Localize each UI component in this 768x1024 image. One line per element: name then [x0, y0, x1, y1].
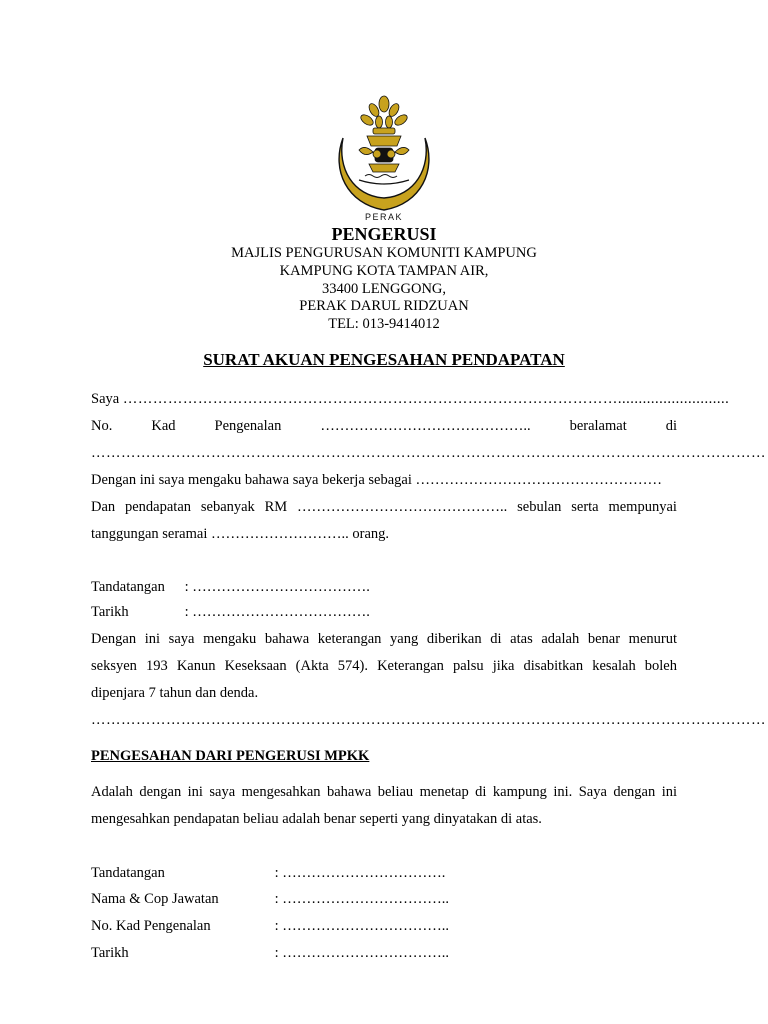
statement-line-3: dipenjara 7 tahun dan denda.: [91, 685, 259, 701]
verify-name-stamp-line: [91, 891, 677, 908]
signature-label: Tandatangan: [91, 579, 165, 595]
dependents-fill-line: ………………………..: [211, 526, 349, 542]
header-title: PENGERUSI: [331, 224, 437, 244]
income-word: mempunyai: [608, 499, 677, 515]
income-word: pendapatan: [125, 499, 192, 515]
saya-label: Saya: [91, 391, 120, 407]
date-line: [91, 604, 677, 621]
ic-word: di: [665, 418, 677, 434]
verification-heading: PENGESAHAN DARI PENGERUSI MPKK: [91, 748, 370, 764]
dependents-label: tanggungan seramai: [91, 526, 208, 542]
crest-label: PERAK: [364, 212, 404, 222]
work-label: Dengan ini saya mengaku bahawa saya bekerja sebagai: [91, 472, 412, 488]
verify-field-fill-line: : …………………………….: [274, 865, 446, 881]
name-line: [91, 391, 730, 408]
verify-field-fill-line: : ……………………………..: [274, 945, 450, 961]
income-word: serta: [571, 499, 599, 515]
verify-field-label: No. Kad Pengenalan: [91, 918, 211, 934]
verify-ic-line: [91, 918, 677, 935]
dependents-line: [91, 526, 677, 543]
header-postcode: 33400 LENGGONG,: [321, 281, 447, 297]
date-label: Tarikh: [91, 604, 129, 620]
ic-word: beralamat: [569, 418, 627, 434]
header-state: PERAK DARUL RIDZUAN: [299, 298, 469, 314]
verify-field-fill-line: : ……………………………..: [274, 918, 450, 934]
income-word: sebulan: [517, 499, 562, 515]
perak-crest-icon: [329, 92, 439, 222]
verify-field-fill-line: : ……………………………..: [274, 891, 450, 907]
statement-line-2: seksyen 193 Kanun Keseksaan (Akta 574). Keterangan palsu jika disabitkan kesalah boleh: [91, 658, 677, 674]
ic-word: No.: [91, 418, 113, 434]
dependents-unit: orang.: [352, 526, 390, 542]
ic-word: Kad: [151, 418, 176, 434]
header-org: MAJLIS PENGURUSAN KOMUNITI KAMPUNG: [231, 245, 537, 261]
signature-line: [91, 579, 677, 596]
income-word: sebanyak: [200, 499, 255, 515]
header-phone: TEL: 013-9414012: [328, 316, 440, 332]
verify-field-label: Tarikh: [91, 945, 129, 961]
income-fill-line: ……………………………………..: [297, 499, 508, 515]
ic-line: [91, 418, 677, 435]
header-village: KAMPUNG KOTA TAMPAN AIR,: [279, 263, 489, 279]
work-line: [91, 472, 677, 489]
ic-word: Pengenalan: [214, 418, 282, 434]
section-divider: ………………………………………………………………………………………………………………………: [91, 712, 766, 728]
address-fill-line: ………………………………………………………………………………………………………………………: [91, 445, 766, 461]
statement-line-1: Dengan ini saya mengaku bahawa keterangan yang diberikan di atas adalah benar menurut: [91, 631, 677, 647]
work-fill-line: ……………………………………………: [415, 472, 663, 488]
income-line: [91, 499, 677, 516]
ic-fill-line: ……………………………………..: [320, 418, 531, 434]
income-word: RM: [264, 499, 288, 515]
name-fill-line: ………………………………………………………………………………………...........................: [122, 391, 730, 407]
verification-text-2: mengesahkan pendapatan beliau adalah benar seperti yang dinyatakan di atas.: [91, 811, 542, 827]
verify-field-label: Tandatangan: [91, 865, 165, 881]
income-word: Dan: [91, 499, 116, 515]
verification-text-1: Adalah dengan ini saya mengesahkan bahawa beliau menetap di kampung ini. Saya dengan ini: [91, 784, 677, 800]
signature-fill-line: : ……………………………….: [184, 579, 370, 595]
date-fill-line: : ……………………………….: [184, 604, 370, 620]
document-title: SURAT AKUAN PENGESAHAN PENDAPATAN: [203, 350, 565, 369]
verify-date-line: [91, 945, 677, 962]
verify-field-label: Nama & Cop Jawatan: [91, 891, 219, 907]
verify-signature-line: [91, 865, 677, 882]
